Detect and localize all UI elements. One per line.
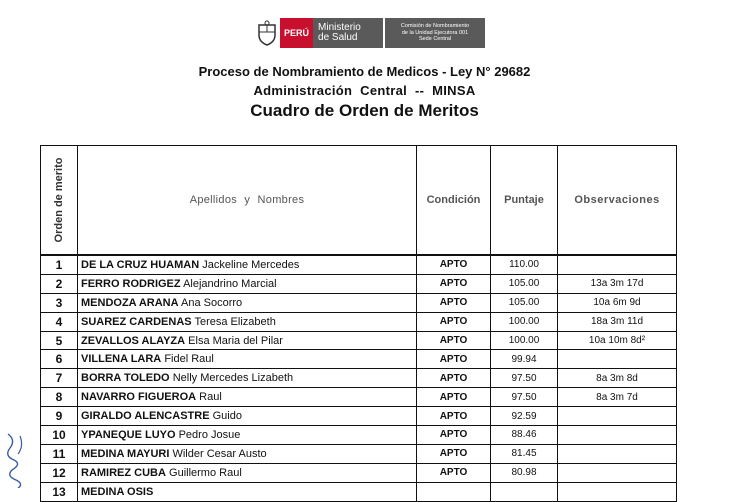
unit-label	[385, 18, 485, 48]
document-title: Cuadro de Orden de Meritos	[250, 101, 479, 120]
surname-text: SUAREZ CARDENAS	[81, 315, 192, 328]
observations-cell: 8a 3m 7d	[558, 388, 677, 407]
score-cell	[491, 482, 558, 501]
table-body	[41, 255, 677, 501]
surname-text: YPANEQUE LUYO	[81, 428, 176, 441]
observations-cell	[558, 255, 677, 274]
condition-cell: APTO	[417, 312, 491, 331]
name-cell	[78, 369, 417, 388]
rank-cell: 10	[41, 426, 78, 445]
column-header-name: Apellidos y Nombres	[78, 146, 417, 256]
condition-cell: APTO	[417, 444, 491, 463]
score-cell: 100.00	[491, 331, 558, 350]
condition-cell: APTO	[417, 293, 491, 312]
observations-cell: 18a 3m 11d	[558, 312, 677, 331]
rank-cell: 6	[41, 350, 78, 369]
score-cell: 97.50	[491, 388, 558, 407]
score-cell: 80.98	[491, 463, 558, 482]
condition-cell: APTO	[417, 369, 491, 388]
name-cell	[78, 312, 417, 331]
given-name-text: Nelly Mercedes Lizabeth	[172, 372, 294, 385]
condition-cell: APTO	[417, 426, 491, 445]
given-name-text: Guillermo Raul	[169, 466, 242, 479]
table-row	[41, 350, 677, 369]
name-cell	[78, 274, 417, 293]
process-title: Proceso de Nombramiento de Medicos - Ley N° 29682	[198, 64, 531, 79]
peru-label: PERÚ	[280, 18, 313, 48]
column-header-condition: Condición	[417, 146, 491, 256]
name-cell	[78, 463, 417, 482]
column-header-rank: Orden de merito	[41, 146, 78, 256]
ministry-logo	[254, 18, 485, 48]
surname-text: GIRALDO ALENCASTRE	[81, 410, 210, 423]
unit-line3: Sede Central	[418, 36, 452, 43]
surname-text: DE LA CRUZ HUAMAN	[81, 258, 200, 271]
name-cell	[78, 407, 417, 426]
rank-cell: 7	[41, 369, 78, 388]
score-cell: 105.00	[491, 293, 558, 312]
condition-cell: APTO	[417, 388, 491, 407]
surname-text: RAMIREZ CUBA	[81, 466, 166, 479]
condition-cell	[417, 482, 491, 501]
given-name-text: Alejandrino Marcial	[183, 277, 277, 290]
observations-cell: 10a 10m 8d²	[558, 331, 677, 350]
observations-cell	[558, 407, 677, 426]
column-header-observations: Observaciones	[558, 146, 677, 256]
rank-cell: 4	[41, 312, 78, 331]
rank-cell: 1	[41, 255, 78, 274]
given-name-text: Fidel Raul	[164, 353, 214, 366]
score-cell: 92.59	[491, 407, 558, 426]
ministry-line2: de Salud	[318, 32, 358, 43]
rank-cell: 11	[41, 444, 78, 463]
table-row	[41, 369, 677, 388]
observations-cell	[558, 482, 677, 501]
given-name-text: Wilder Cesar Austo	[172, 447, 267, 460]
table-row	[41, 274, 677, 293]
surname-text: FERRO RODRIGEZ	[81, 277, 181, 290]
observations-cell	[558, 444, 677, 463]
table-row	[41, 463, 677, 482]
table-row	[41, 293, 677, 312]
rank-cell: 3	[41, 293, 78, 312]
given-name-text: Pedro Josue	[178, 428, 241, 441]
score-cell: 81.45	[491, 444, 558, 463]
table-row	[41, 255, 677, 274]
observations-cell	[558, 350, 677, 369]
name-cell	[78, 426, 417, 445]
administration-title: Administración Central -- MINSA	[253, 83, 476, 98]
given-name-text: Jackeline Mercedes	[202, 258, 300, 271]
score-cell: 100.00	[491, 312, 558, 331]
condition-cell: APTO	[417, 407, 491, 426]
name-cell	[78, 331, 417, 350]
observations-cell: 8a 3m 8d	[558, 369, 677, 388]
given-name-text: Elsa Maria del Pilar	[188, 334, 283, 347]
surname-text: MENDOZA ARANA	[81, 296, 179, 309]
ministry-label	[313, 18, 383, 48]
table-row	[41, 331, 677, 350]
given-name-text: Guido	[212, 410, 242, 423]
score-cell: 97.50	[491, 369, 558, 388]
table-row	[41, 426, 677, 445]
name-cell	[78, 482, 417, 501]
rank-cell: 13	[41, 482, 78, 501]
surname-text: BORRA TOLEDO	[81, 372, 170, 385]
ministry-line1: Ministerio	[318, 22, 361, 33]
observations-cell	[558, 463, 677, 482]
given-name-text: Teresa Elizabeth	[194, 315, 276, 328]
table-row	[41, 444, 677, 463]
condition-cell: APTO	[417, 274, 491, 293]
given-name-text: Ana Socorro	[181, 296, 243, 309]
table-row	[41, 407, 677, 426]
score-cell: 110.00	[491, 255, 558, 274]
given-name-text: Raul	[199, 391, 222, 404]
table-row	[41, 388, 677, 407]
score-cell: 105.00	[491, 274, 558, 293]
score-cell: 99.94	[491, 350, 558, 369]
observations-cell	[558, 426, 677, 445]
observations-cell: 10a 6m 9d	[558, 293, 677, 312]
rank-cell: 2	[41, 274, 78, 293]
surname-text: MEDINA OSIS	[81, 485, 154, 498]
surname-text: ZEVALLOS ALAYZA	[81, 334, 186, 347]
table-row	[41, 482, 677, 501]
rank-cell: 5	[41, 331, 78, 350]
condition-cell: APTO	[417, 331, 491, 350]
rank-cell: 8	[41, 388, 78, 407]
name-cell	[78, 350, 417, 369]
surname-text: VILLENA LARA	[81, 353, 162, 366]
name-cell	[78, 444, 417, 463]
rank-cell: 12	[41, 463, 78, 482]
name-cell	[78, 293, 417, 312]
condition-cell: APTO	[417, 350, 491, 369]
handwritten-signature	[2, 430, 30, 488]
unit-line1: Comisión de Nombramiento	[400, 23, 470, 30]
unit-line2: de la Unidad Ejecutora 001	[401, 29, 469, 36]
name-cell	[78, 388, 417, 407]
surname-text: MEDINA MAYURI	[81, 447, 170, 460]
coat-of-arms-icon	[254, 18, 280, 48]
observations-cell: 13a 3m 17d	[558, 274, 677, 293]
column-header-score: Puntaje	[491, 146, 558, 256]
name-cell	[78, 255, 417, 274]
condition-cell: APTO	[417, 463, 491, 482]
score-cell: 88.46	[491, 426, 558, 445]
surname-text: NAVARRO FIGUEROA	[81, 391, 197, 404]
rank-cell: 9	[41, 407, 78, 426]
table-row	[41, 312, 677, 331]
condition-cell: APTO	[417, 255, 491, 274]
table-header-row	[41, 146, 677, 256]
merit-table	[40, 145, 677, 502]
